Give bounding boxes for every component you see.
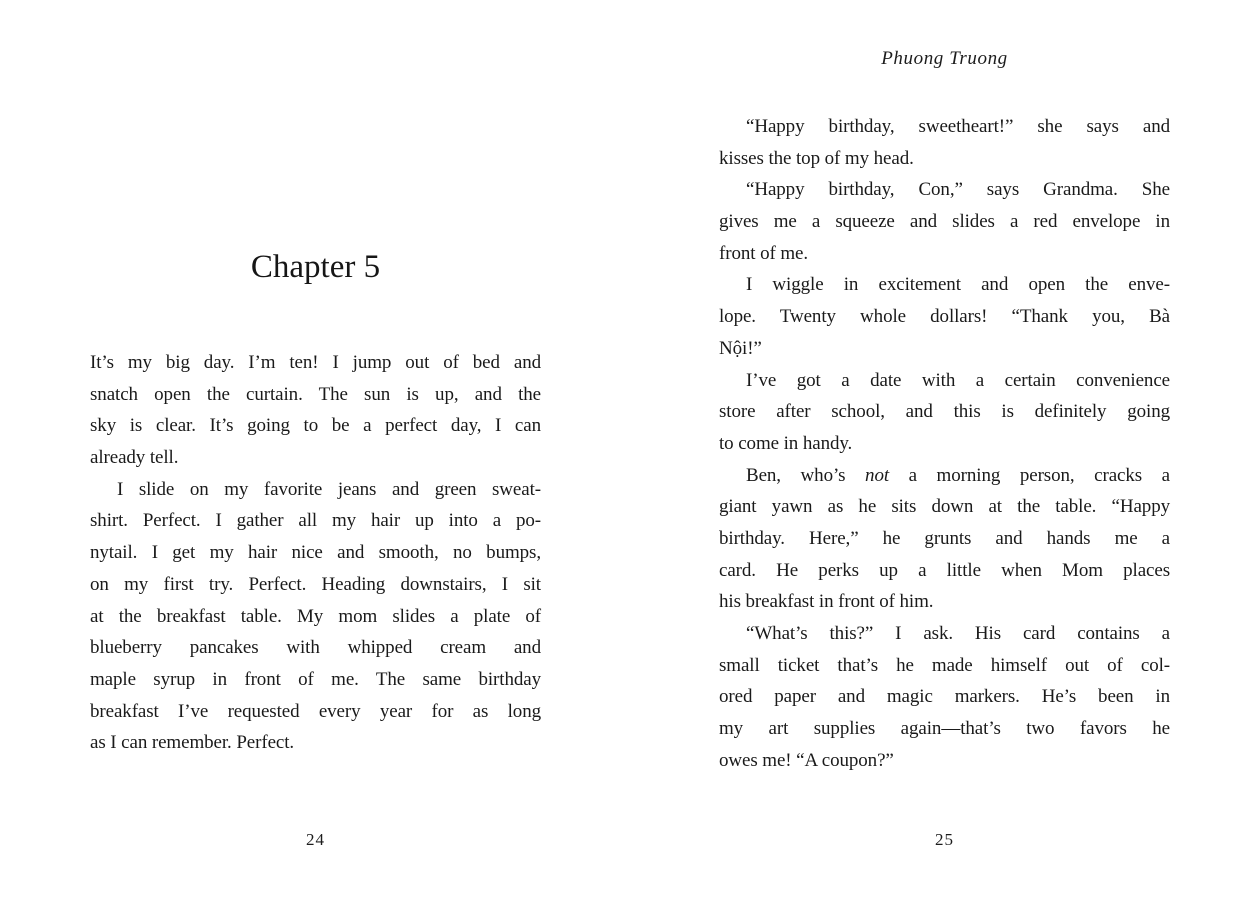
text-segment: kisses the top of my head. bbox=[719, 147, 914, 169]
text-segment: front of me. bbox=[719, 242, 809, 264]
text-line bbox=[90, 632, 541, 664]
text-line bbox=[90, 474, 541, 506]
text-line bbox=[719, 745, 1170, 777]
text-segment: my art supplies again—that’s two favors he bbox=[719, 718, 1170, 740]
text-segment: on my first try. Perfect. Heading downstairs, I sit bbox=[90, 573, 541, 595]
text-segment: breakfast I’ve requested every year for as long bbox=[90, 700, 541, 722]
running-header: Phuong Truong bbox=[881, 48, 1008, 69]
right-page-text bbox=[719, 111, 1170, 776]
text-segment: snatch open the curtain. The sun is up, and the bbox=[90, 383, 541, 405]
text-segment: I wiggle in excitement and open the enve- bbox=[746, 274, 1170, 296]
text-segment: Ben, who’s bbox=[746, 464, 866, 486]
text-segment: “Happy birthday, Con,” says Grandma. She bbox=[746, 179, 1170, 201]
text-line bbox=[719, 396, 1170, 428]
text-line bbox=[719, 269, 1170, 301]
text-segment: small ticket that’s he made himself out of col- bbox=[719, 654, 1170, 676]
text-segment: owes me! “A coupon?” bbox=[719, 749, 894, 771]
text-line bbox=[90, 410, 541, 442]
text-line bbox=[719, 523, 1170, 555]
text-line bbox=[90, 442, 541, 474]
text-line bbox=[719, 650, 1170, 682]
italic-text: not bbox=[865, 464, 890, 486]
text-line bbox=[719, 460, 1170, 492]
right-page bbox=[719, 0, 1170, 900]
text-line bbox=[719, 206, 1170, 238]
text-segment: sky is clear. It’s going to be a perfect day, I can bbox=[90, 415, 541, 437]
text-segment: I slide on my favorite jeans and green sweat- bbox=[117, 478, 541, 500]
text-line bbox=[719, 555, 1170, 587]
text-segment: gives me a squeeze and slides a red envelope in bbox=[719, 211, 1170, 233]
text-line bbox=[90, 569, 541, 601]
text-line bbox=[719, 301, 1170, 333]
text-line bbox=[719, 618, 1170, 650]
text-line bbox=[719, 713, 1170, 745]
text-line bbox=[90, 505, 541, 537]
text-line bbox=[719, 365, 1170, 397]
text-line bbox=[90, 347, 541, 379]
text-segment: already tell. bbox=[90, 447, 179, 469]
text-segment: shirt. Perfect. I gather all my hair up into a po- bbox=[90, 510, 541, 532]
text-segment: maple syrup in front of me. The same birthday bbox=[90, 668, 541, 690]
text-line bbox=[719, 174, 1170, 206]
text-line bbox=[719, 111, 1170, 143]
text-segment: “What’s this?” I ask. His card contains a bbox=[746, 623, 1170, 644]
text-line bbox=[719, 333, 1170, 365]
left-page-number: 24 bbox=[306, 830, 325, 849]
text-line bbox=[90, 601, 541, 633]
text-line bbox=[719, 238, 1170, 270]
right-page-number: 25 bbox=[935, 830, 954, 849]
text-segment: “Happy birthday, sweetheart!” she says and bbox=[746, 116, 1170, 137]
text-segment: his breakfast in front of him. bbox=[719, 591, 934, 613]
text-line bbox=[719, 491, 1170, 523]
text-line bbox=[719, 681, 1170, 713]
text-segment: to come in handy. bbox=[719, 432, 853, 454]
text-line bbox=[90, 696, 541, 728]
text-line bbox=[90, 379, 541, 411]
text-line bbox=[90, 727, 541, 759]
text-segment: ored paper and magic markers. He’s been in bbox=[719, 686, 1170, 708]
text-segment: giant yawn as he sits down at the table. “Happy bbox=[719, 496, 1170, 518]
text-line bbox=[719, 586, 1170, 618]
text-segment: birthday. Here,” he grunts and hands me a bbox=[719, 527, 1170, 549]
text-segment: card. He perks up a little when Mom places bbox=[719, 559, 1170, 581]
text-segment: lope. Twenty whole dollars! “Thank you, Bà bbox=[719, 306, 1170, 328]
left-page bbox=[90, 0, 541, 900]
text-segment: at the breakfast table. My mom slides a plate of bbox=[90, 605, 541, 627]
left-page-text bbox=[90, 347, 541, 759]
text-segment: a morning person, cracks a bbox=[889, 464, 1170, 486]
text-line bbox=[719, 143, 1170, 175]
text-segment: store after school, and this is definitely going bbox=[719, 401, 1170, 423]
text-segment: I’ve got a date with a certain convenience bbox=[746, 369, 1170, 391]
text-line bbox=[719, 428, 1170, 460]
text-segment: It’s my big day. I’m ten! I jump out of bed and bbox=[90, 352, 541, 373]
text-line bbox=[90, 664, 541, 696]
text-line bbox=[90, 537, 541, 569]
chapter-title: Chapter 5 bbox=[250, 249, 381, 285]
text-segment: Nội!” bbox=[719, 337, 762, 359]
text-segment: as I can remember. Perfect. bbox=[90, 732, 295, 754]
text-segment: nytail. I get my hair nice and smooth, no bumps, bbox=[90, 542, 541, 564]
text-segment: blueberry pancakes with whipped cream and bbox=[90, 637, 541, 659]
